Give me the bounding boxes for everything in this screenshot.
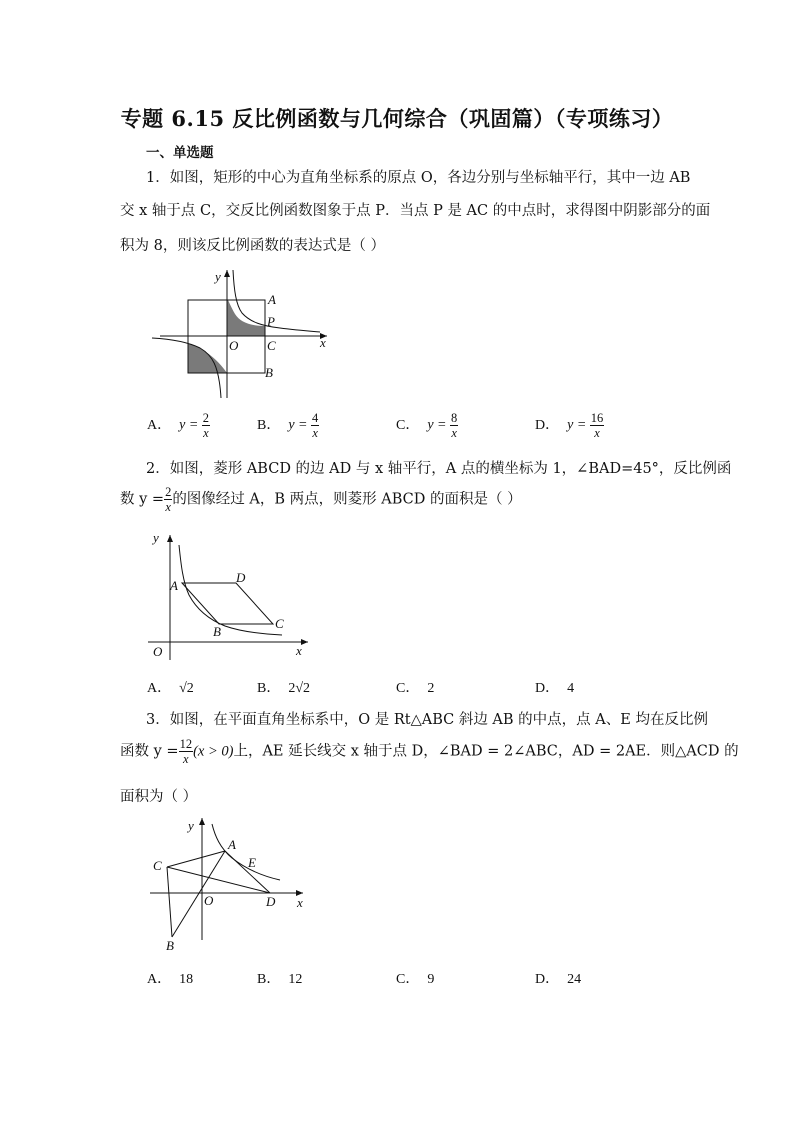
q3-option-b[interactable]: B． 12 xyxy=(257,972,303,987)
q3-y-arrow xyxy=(199,818,205,825)
q2-label-A: A xyxy=(170,578,178,593)
q3-label-O: O xyxy=(204,893,214,908)
q1-option-c[interactable]: C． y = $\frac{8}{x}$ xyxy=(396,411,458,440)
q2-text-line2: 数 y = $\frac{2}{x}$ 的图像经过 A，B 两点，则菱形 ABCD 的面积是（ ） xyxy=(120,485,522,514)
q1-label-C: C xyxy=(267,338,276,353)
q1-option-a[interactable]: A． y = $\frac{2}{x}$ xyxy=(147,411,210,440)
page-title: 专题 6.15 反比例函数与几何综合（巩固篇）（专项练习） xyxy=(120,106,674,131)
q3-text-line2: 函数 y = $\frac{12}{x}$ (x > 0)上，AE 延长线交 x 轴于点 D，∠BAD = 2∠ABC，AD = 2AE．则△ACD 的 xyxy=(120,737,739,766)
q3-label-D: D xyxy=(266,894,276,909)
q1-option-b[interactable]: B． y = $\frac{4}{x}$ xyxy=(257,411,319,440)
q1-option-d[interactable]: D． y = $\frac{16}{x}$ xyxy=(535,411,604,440)
q2-label-D: D xyxy=(236,570,246,585)
q3-label-x: x xyxy=(297,895,303,910)
q2-option-d[interactable]: D． 4 xyxy=(535,681,575,696)
section-heading: 一、单选题 xyxy=(146,145,214,161)
q3-segment-CD xyxy=(167,867,270,893)
q2-label-C: C xyxy=(275,616,284,631)
q3-label-B: B xyxy=(166,938,174,953)
q1-label-B: B xyxy=(265,365,273,380)
q3-segment-BC xyxy=(167,867,172,937)
q1-text-line2: 交 x 轴于点 C，交反比例函数图象于点 P．当点 P 是 AC 的中点时，求得图中阴影部分的面 xyxy=(120,203,711,219)
q3-option-a[interactable]: A． 18 xyxy=(147,972,194,987)
q1-label-y: y xyxy=(215,269,221,284)
q2-text-line1: 2．如图，菱形 ABCD 的边 AD 与 x 轴平行，A 点的横坐标为 1，∠BAD=45°，反比例函 xyxy=(146,461,732,477)
q2-option-c[interactable]: C． 2 xyxy=(396,681,435,696)
q3-label-E: E xyxy=(248,855,256,870)
q1-label-A: A xyxy=(268,292,276,307)
q2-label-x: x xyxy=(296,643,302,658)
q3-label-y: y xyxy=(188,818,194,833)
q3-text-line1: 3．如图，在平面直角坐标系中，O 是 Rt△ABC 斜边 AB 的中点，点 A、E 均在反比例 xyxy=(146,712,708,728)
q1-text-line1: 1．如图，矩形的中心为直角坐标系的原点 O，各边分别与坐标轴平行，其中一边 AB xyxy=(146,170,691,186)
q3-option-d[interactable]: D． 24 xyxy=(535,972,582,987)
q3-text-line3: 面积为（ ） xyxy=(120,789,198,805)
q1-label-x: x xyxy=(320,335,326,350)
q2-label-O: O xyxy=(153,644,163,659)
q2-label-y: y xyxy=(153,530,159,545)
q1-label-P: P xyxy=(267,314,275,329)
q1-text-line3: 积为 8，则该反比例函数的表达式是（ ） xyxy=(120,238,385,254)
q3-option-c[interactable]: C． 9 xyxy=(396,972,435,987)
q2-option-a[interactable]: A． √2 xyxy=(147,681,194,696)
q3-label-A: A xyxy=(228,837,236,852)
q1-label-O: O xyxy=(229,338,239,353)
q2-option-b[interactable]: B． 2√2 xyxy=(257,681,311,696)
q3-label-C: C xyxy=(153,858,162,873)
q2-label-B: B xyxy=(213,624,221,639)
